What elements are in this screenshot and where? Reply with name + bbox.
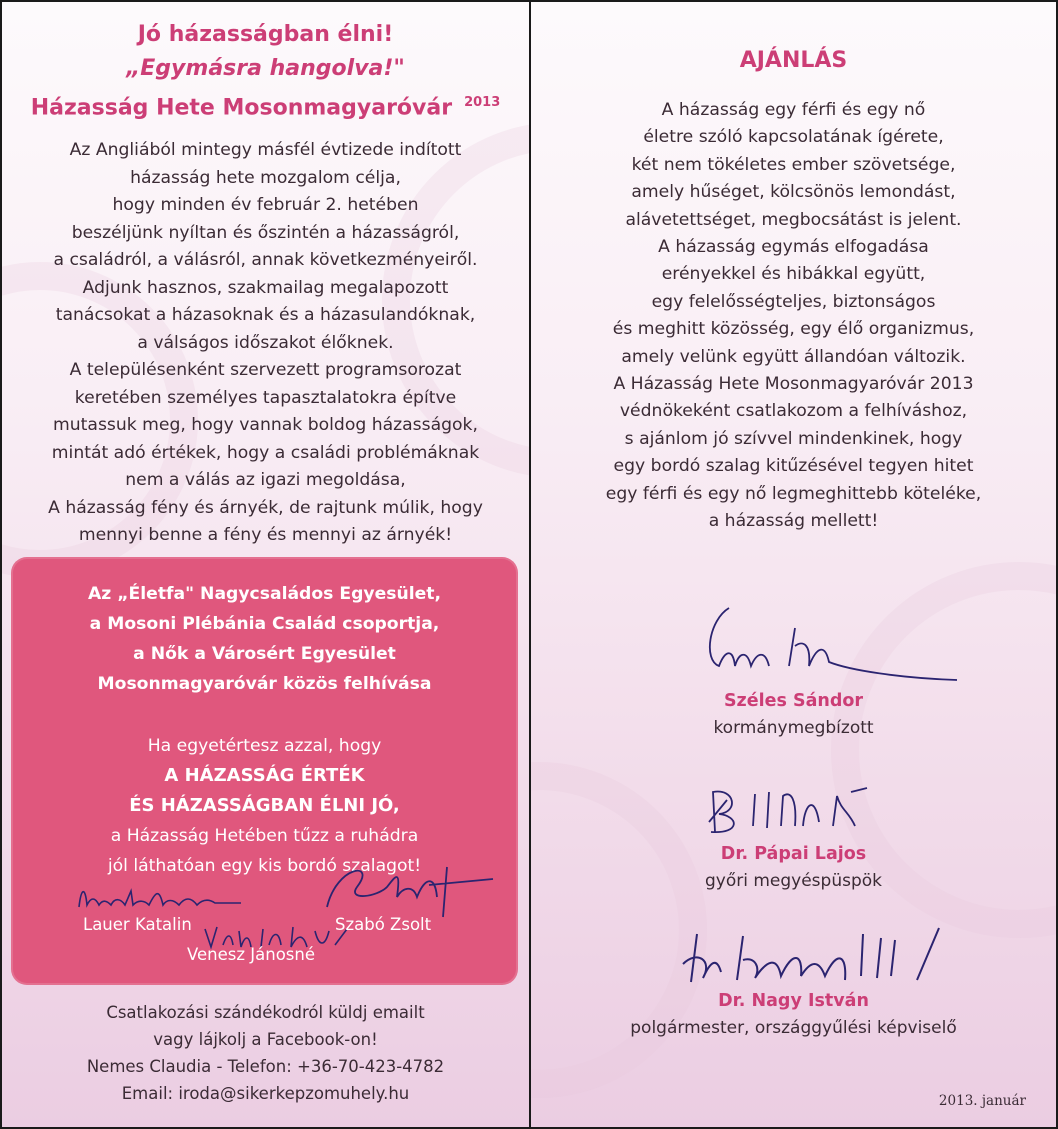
body-line: életre szóló kapcsolatának ígérete, [643,127,944,148]
appeal-line: jól láthatóan egy kis bordó szalagot! [107,856,422,876]
body-line: s ajánlom jó szívvel mindenkinek, hogy [624,428,963,449]
right-panel [531,2,1056,1127]
contact-email[interactable]: Email: iroda@sikerkepzomuhely.hu [121,1084,410,1103]
organizer-line: Mosonmagyaróvár közös felhívása [97,674,432,694]
body-line: a házasság mellett! [708,511,879,532]
title-line: „Egymásra hangolva!" [126,56,405,81]
title-text: Házasság Hete Mosonmagyaróvár [30,95,453,121]
body-line: erényekkel és hibákkal együtt, [661,264,926,285]
body-line: nem a válás az igazi megoldása, [125,470,406,490]
signer-block [531,841,1056,895]
body-line: beszéljünk nyíltan és őszintén a házasságról, [71,222,460,243]
title-line [2,86,529,125]
body-line: A házasság fény és árnyék, de rajtunk múlik, hogy [48,497,483,518]
signature-lauer [75,879,245,915]
signatory-name: Szabó Zsolt [335,915,432,934]
signature-szeles [699,600,959,686]
organizer-line: Az „Életfa" Nagycsaládos Egyesület, [87,584,442,604]
body-line: A Házasság Hete Mosonmagyaróvár 2013 [613,374,974,395]
organizers [11,579,518,699]
body-line: egy bordó szalag kitűzésével tegyen hitet [613,456,974,477]
appeal-line: a Házasság Hetében tűzz a ruhádra [110,826,419,846]
signer-role: polgármester, országgyűlési képviselő [630,1018,957,1038]
body-line: A házasság egymás elfogadása [658,237,929,258]
title-year: 2013 [464,95,501,110]
body-line: mutassuk meg, hogy vannak boldog házasságok, [53,415,478,435]
body-line: egy férfi és egy nő legmeghittebb köteléke, [605,483,982,504]
signatory-name: Lauer Katalin [83,915,192,934]
body-line: egy felelősségteljes, biztonságos [651,291,936,312]
contact-line: Csatlakozási szándékodról küldj emailt [106,1003,425,1022]
recommendation-title: AJÁNLÁS [739,48,848,73]
body-line: Az Angliából mintegy másfél évtizede indított [69,140,462,160]
signer-block [531,988,1056,1042]
leaflet-title [2,18,529,125]
organizer-line: a Mosoni Plébánia Család csoportja, [89,614,440,634]
body-line: mennyi benne a fény és mennyi az árnyék! [78,525,453,545]
signer-name: Széles Sándor [723,691,864,711]
signature-nagy [677,920,957,992]
body-line: két nem tökéletes ember szövetsége, [631,154,956,175]
body-line: a családról, a válásról, annak következményeiről. [53,250,478,270]
body-line: Adjunk hasznos, szakmailag megalapozott [82,277,449,298]
body-line: alávetettséget, megbocsátást is jelent. [625,209,962,230]
appeal-line: Ha egyetértesz azzal, hogy [147,736,382,756]
recommendation-text [531,97,1056,536]
title-line: Jó házasságban élni! [137,22,394,47]
appeal-box [11,557,518,985]
body-line: A településenként szervezett programsorozat [69,360,462,380]
signer-name: Dr. Pápai Lajos [720,844,867,864]
body-line: hogy minden év február 2. hetében [112,195,419,215]
signer-role: kormánymegbízott [713,718,874,738]
body-line: házasság hete mozgalom célja, [130,167,401,188]
body-line: és meghitt közösség, egy élő organizmus, [612,319,975,340]
left-panel [2,2,531,1127]
signer-role: győri megyéspüspök [704,871,882,891]
signatory-name: Venesz Jánosné [187,945,316,964]
contact-info [2,999,529,1107]
body-line: tanácsokat a házasoknak és a házasulandóknak, [55,305,476,325]
organizer-line: a Nők a Városért Egyesület [133,644,396,664]
signer-name: Dr. Nagy István [718,991,869,1011]
body-line: védnökeként csatlakozom a felhíváshoz, [619,401,968,422]
body-line: keretében személyes tapasztalatokra építve [74,387,457,408]
intro-text [2,137,529,550]
document-date: 2013. január [938,1093,1026,1109]
contact-phone: Nemes Claudia - Telefon: +36-70-423-4782 [86,1057,445,1076]
body-line: A házasság egy férfi és egy nő [661,100,926,120]
appeal-caps-line: A HÁZASSÁG ÉRTÉK [164,765,365,786]
body-line: mintát adó értékek, hogy a családi problémáknak [51,442,480,463]
signer-block [531,688,1056,742]
signature-papai [705,782,875,840]
body-line: amely velünk együtt állandóan változik. [621,346,966,367]
body-line: a válságos időszakot élőknek. [137,332,394,353]
contact-line: vagy lájkolj a Facebook-on! [153,1030,378,1049]
body-line: amely hűséget, kölcsönös lemondást, [631,182,956,203]
appeal-caps-line: ÉS HÁZASSÁGBAN ÉLNI JÓ, [129,795,400,816]
